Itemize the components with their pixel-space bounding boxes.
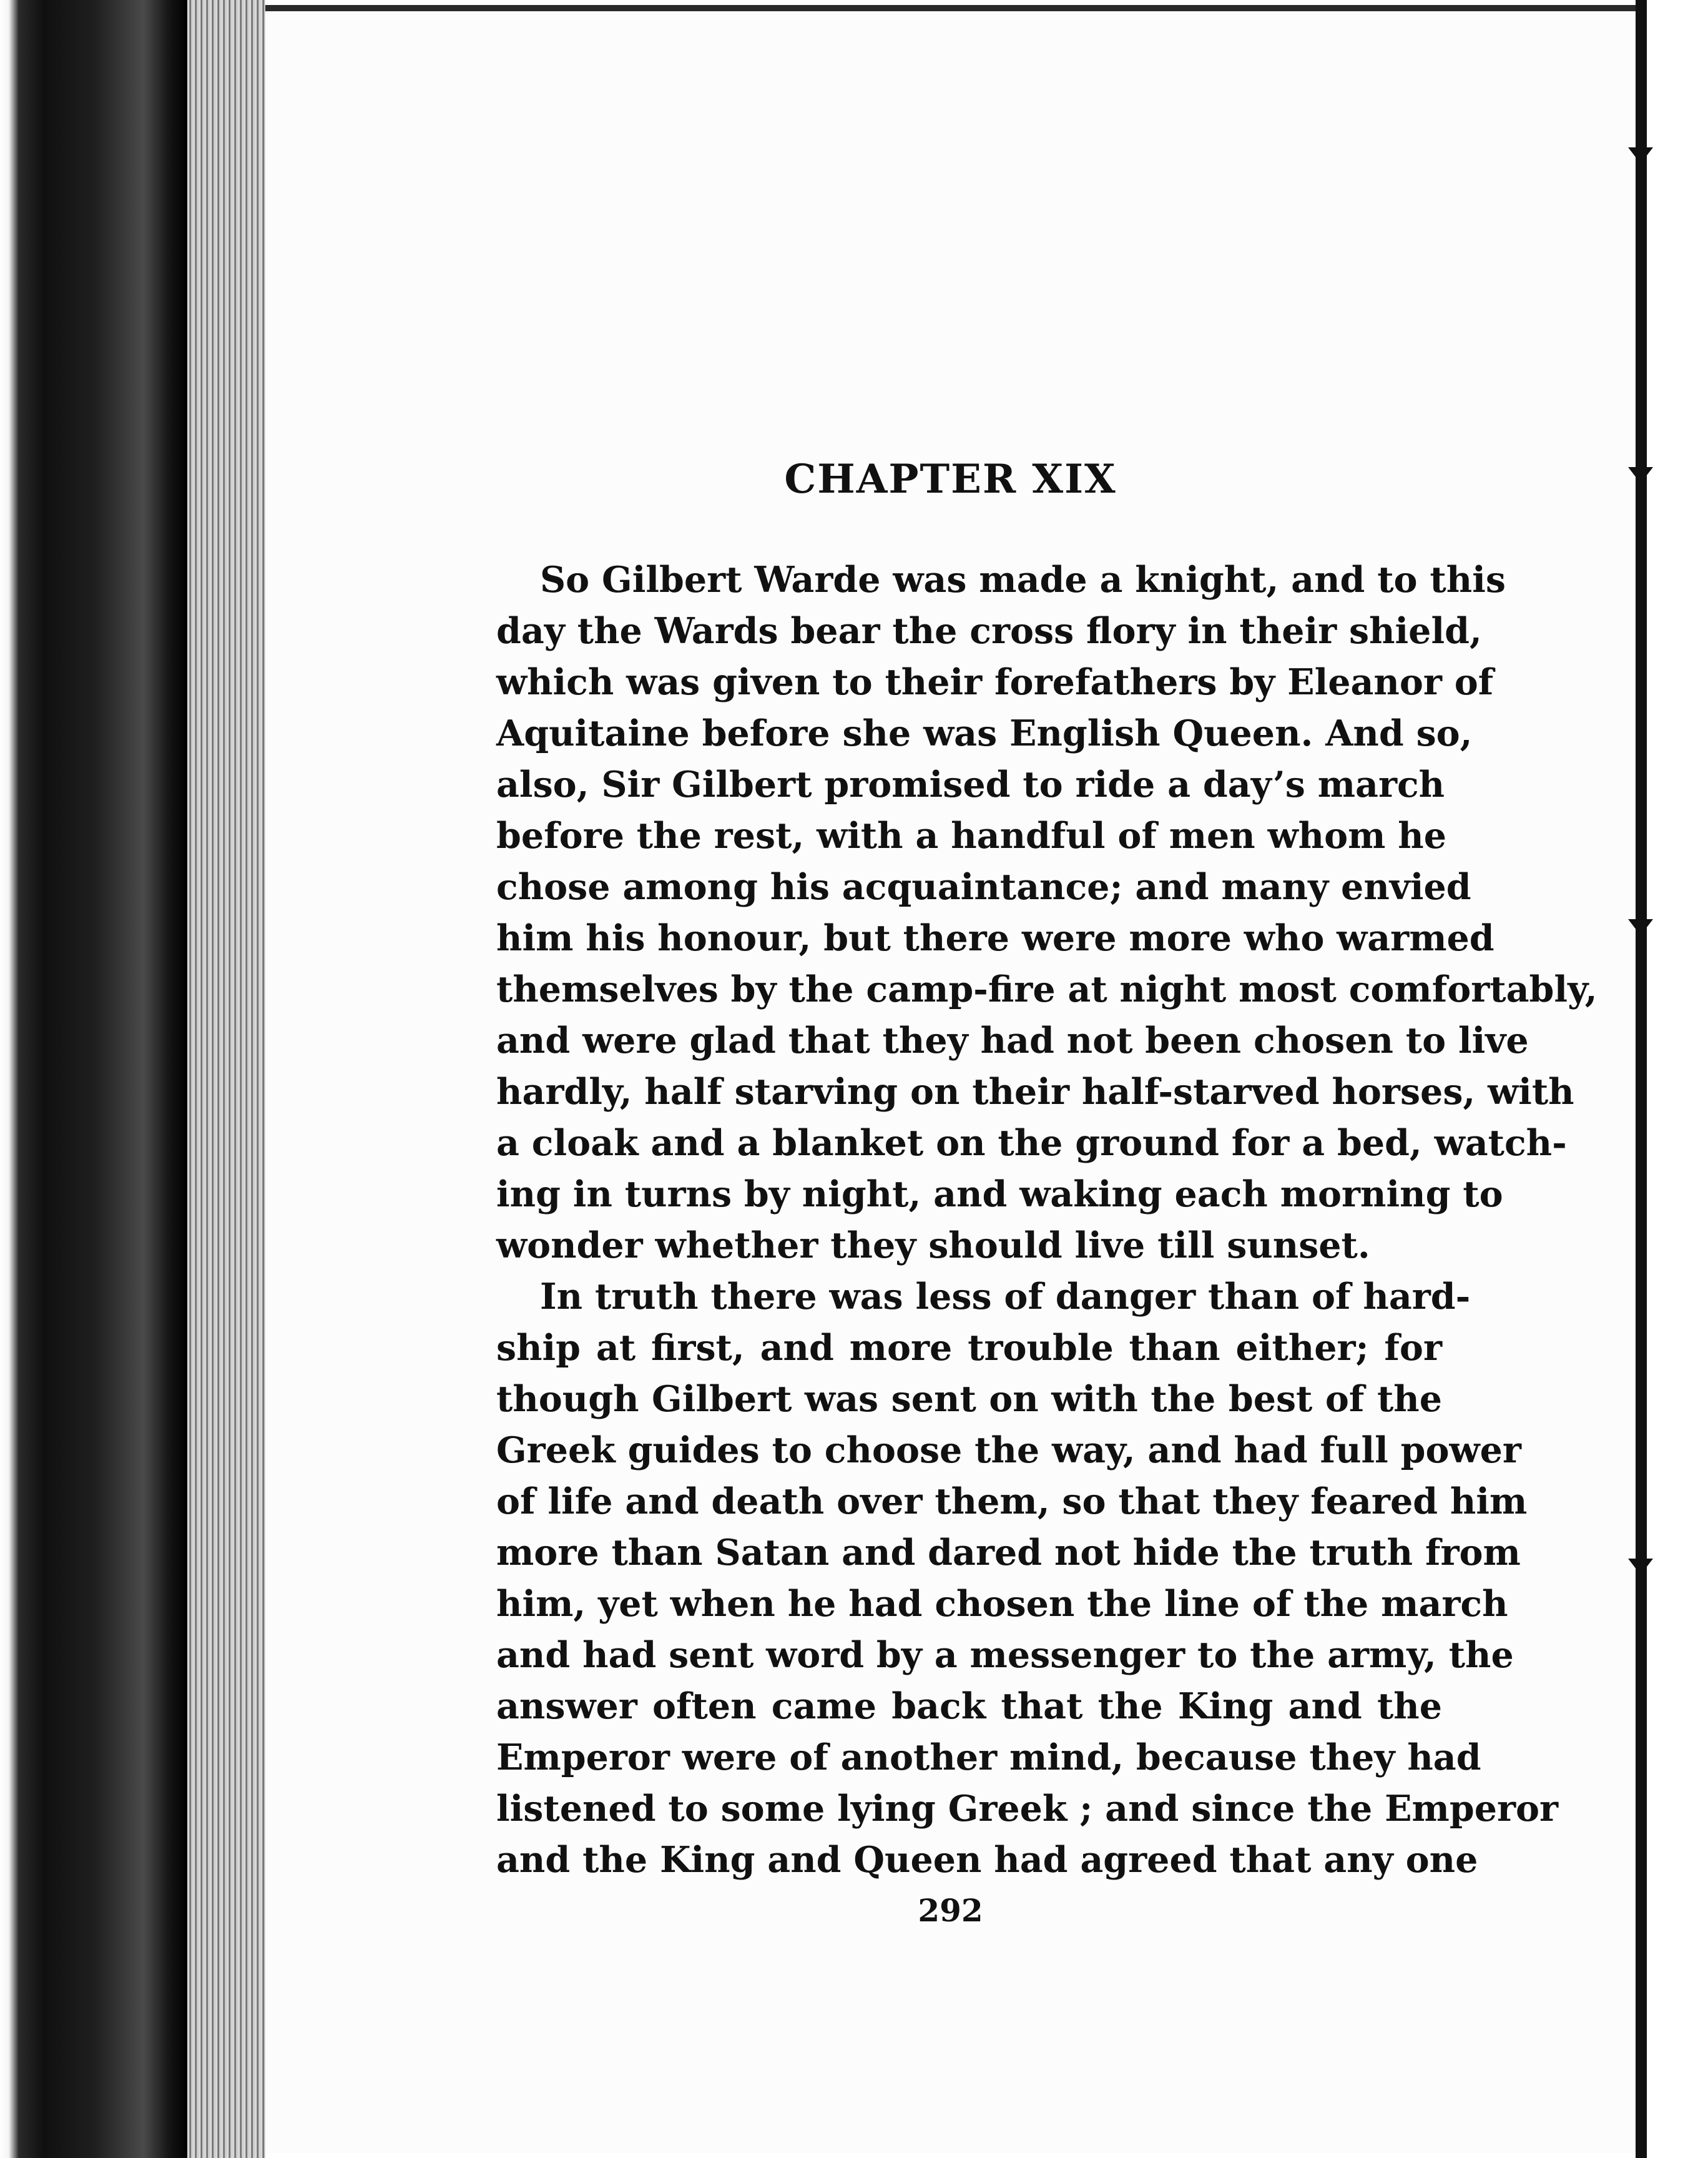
right-margin	[1647, 0, 1708, 2158]
text-line: also, Sir Gilbert promised to ride a day’s march	[496, 764, 1445, 806]
text-line: ship at first, and more trouble than either; for	[496, 1327, 1442, 1369]
page-edges	[187, 0, 265, 2158]
text-line: Aquitaine before she was English Queen. And so,	[496, 712, 1473, 754]
paragraph-2	[453, 1271, 1559, 1886]
text-line: more than Satan and dared not hide the truth from	[496, 1532, 1521, 1574]
right-edge-rule	[1636, 0, 1647, 2158]
text-line: and had sent word by a messenger to the army, the	[496, 1634, 1514, 1676]
text-line: and were glad that they had not been chosen to live	[496, 1020, 1529, 1062]
text-line: a cloak and a blanket on the ground for a bed, watch-	[496, 1122, 1567, 1164]
body-text	[453, 554, 1598, 1886]
text-line: which was given to their forefathers by Eleanor of	[496, 661, 1494, 703]
rule-tick-mark	[1628, 147, 1653, 164]
text-line: hardly, half starving on their half-starved horses, with	[496, 1071, 1574, 1113]
text-line: wonder whether they should live till sunset.	[496, 1224, 1370, 1266]
text-line: ing in turns by night, and waking each morning to	[496, 1173, 1503, 1215]
text-line: and the King and Queen had agreed that any one	[496, 1839, 1478, 1881]
book-spine	[0, 0, 187, 2158]
chapter-title: CHAPTER XIX	[784, 456, 1117, 503]
text-line: themselves by the camp-fire at night most comfortably,	[496, 968, 1598, 1010]
text-line: him, yet when he had chosen the line of the march	[496, 1583, 1508, 1625]
text-line: So Gilbert Warde was made a knight, and to this	[540, 559, 1506, 601]
text-line: Emperor were of another mind, because they had	[496, 1737, 1481, 1778]
page-number: 292	[918, 1892, 983, 1929]
text-line: answer often came back that the King and the	[496, 1685, 1442, 1727]
text-line: listened to some lying Greek ; and since the Emperor	[496, 1788, 1559, 1830]
text-line: of life and death over them, so that they feared him	[496, 1481, 1528, 1522]
text-line: In truth there was less of danger than of hard-	[540, 1276, 1471, 1318]
text-line: him his honour, but there were more who warmed	[496, 917, 1494, 959]
text-line: Greek guides to choose the way, and had full power	[496, 1429, 1521, 1471]
text-line: day the Wards bear the cross flory in their shield,	[496, 610, 1482, 652]
text-line: before the rest, with a handful of men whom he	[496, 815, 1446, 857]
paragraph-1	[453, 554, 1598, 1271]
text-line: though Gilbert was sent on with the best of the	[496, 1378, 1442, 1420]
rule-tick-mark	[1628, 919, 1653, 935]
rule-tick-mark	[1628, 1559, 1653, 1575]
text-line: chose among his acquaintance; and many envied	[496, 866, 1471, 908]
